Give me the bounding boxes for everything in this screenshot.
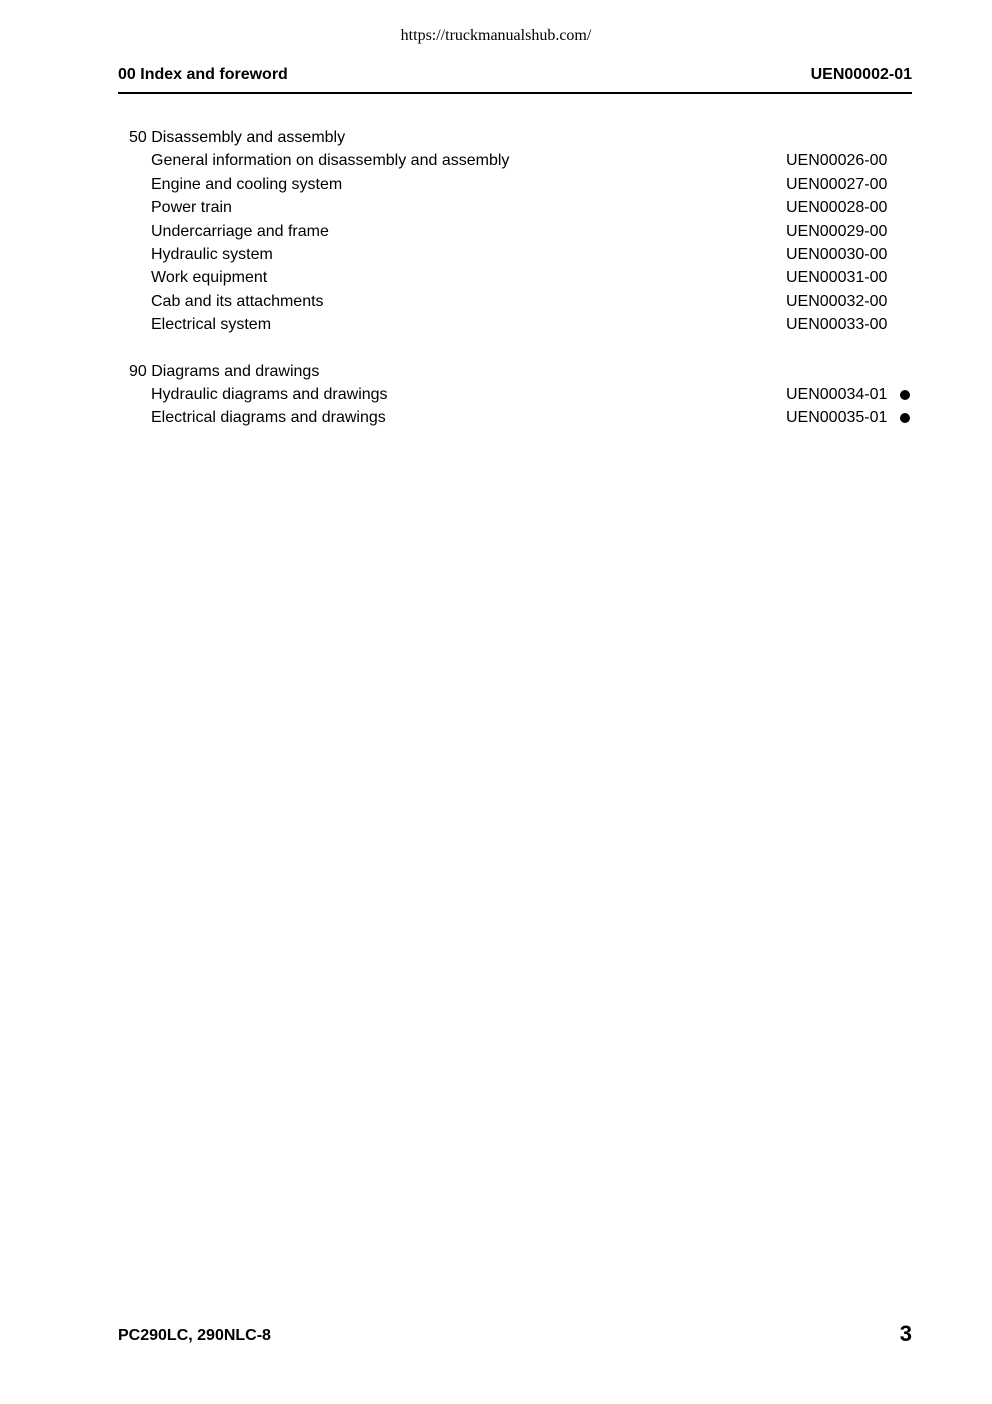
entry-title: General information on disassembly and assembly xyxy=(151,152,510,170)
entry-code: UEN00032-00 xyxy=(786,292,888,310)
entry-title: Work equipment xyxy=(151,269,268,287)
table-of-contents xyxy=(118,126,912,453)
toc-entry[interactable] xyxy=(118,243,912,266)
toc-entry[interactable] xyxy=(118,383,912,406)
entry-title: Electrical diagrams and drawings xyxy=(151,409,386,427)
toc-entry[interactable] xyxy=(118,266,912,289)
toc-entry[interactable] xyxy=(118,406,912,429)
page-number: 3 xyxy=(899,1321,912,1346)
entry-code: UEN00034-01 xyxy=(786,385,888,403)
header-doc-code: UEN00002-01 xyxy=(810,66,912,83)
header-title: 00 Index and foreword xyxy=(118,66,288,83)
revision-bullet-icon xyxy=(900,413,910,423)
entry-code: UEN00026-00 xyxy=(786,152,888,170)
entry-code: UEN00027-00 xyxy=(786,175,888,193)
toc-entry[interactable] xyxy=(118,196,912,219)
entry-title: Power train xyxy=(151,199,232,217)
entry-title: Hydraulic diagrams and drawings xyxy=(151,385,388,403)
toc-entry[interactable] xyxy=(118,220,912,243)
entry-code: UEN00030-00 xyxy=(786,245,888,263)
entry-code: UEN00031-00 xyxy=(786,269,888,287)
toc-entry[interactable] xyxy=(118,173,912,196)
toc-section-diagrams xyxy=(118,360,912,430)
entry-code: UEN00029-00 xyxy=(786,222,888,240)
toc-section-disassembly xyxy=(118,126,912,337)
page-header xyxy=(118,66,912,88)
section-title: 90 Diagrams and drawings xyxy=(129,362,320,380)
entry-code: UEN00028-00 xyxy=(786,199,888,217)
entry-title: Undercarriage and frame xyxy=(151,222,329,240)
entry-code: UEN00035-01 xyxy=(786,409,888,427)
entry-title: Hydraulic system xyxy=(151,245,273,263)
source-url[interactable]: https://truckmanualshub.com/ xyxy=(400,27,592,44)
section-title: 50 Disassembly and assembly xyxy=(129,129,346,146)
entry-title: Cab and its attachments xyxy=(151,292,324,310)
entry-code: UEN00033-00 xyxy=(786,316,888,334)
toc-entry[interactable] xyxy=(118,149,912,172)
toc-entry[interactable] xyxy=(118,290,912,313)
entry-title: Electrical system xyxy=(151,316,272,334)
entry-title: Engine and cooling system xyxy=(151,175,343,193)
footer-model: PC290LC, 290NLC-8 xyxy=(118,1327,271,1344)
toc-entry[interactable] xyxy=(118,313,912,336)
header-rule xyxy=(118,92,912,94)
revision-bullet-icon xyxy=(900,390,910,400)
